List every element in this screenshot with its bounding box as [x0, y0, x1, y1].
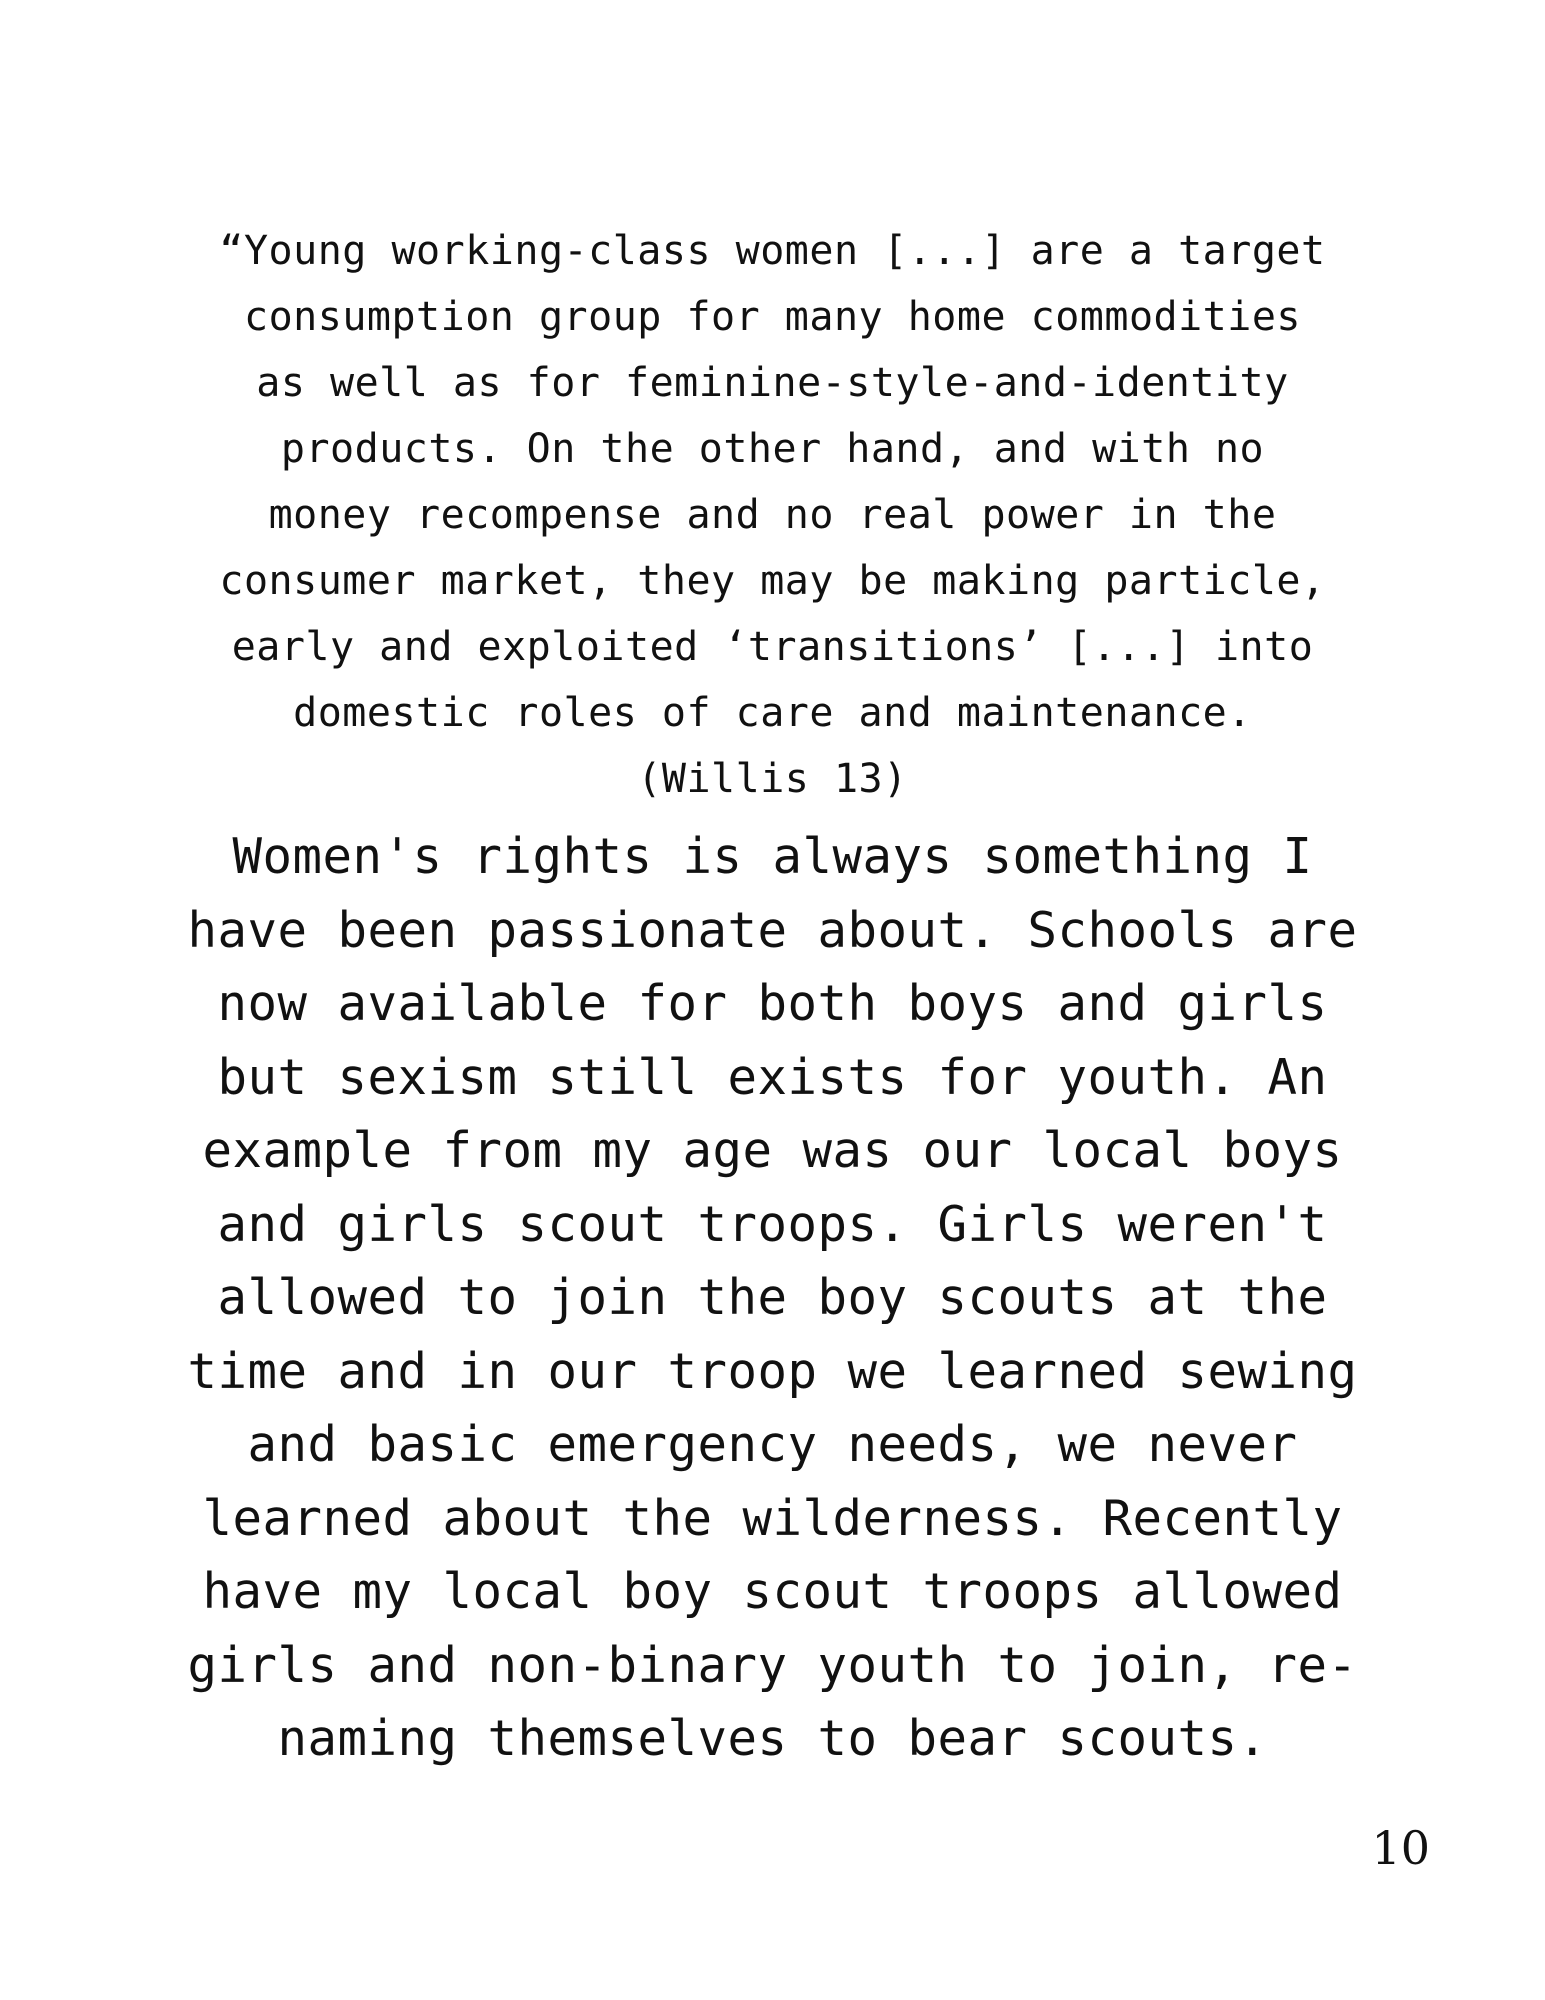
body-paragraph	[140, 820, 1405, 1776]
body-line: and girls scout troops. Girls weren't	[217, 1195, 1328, 1253]
quote-line: as well as for feminine-style-and-identity	[256, 360, 1289, 406]
body-line: now available for both boys and girls	[217, 975, 1328, 1032]
quote-line: consumer market, they may be making particle,	[219, 558, 1326, 604]
body-line: and basic emergency needs, we never	[247, 1416, 1298, 1473]
body-line: have been passionate about. Schools are	[187, 901, 1358, 959]
quote-line: products. On the other hand, and with no	[280, 426, 1265, 472]
quote-line: early and exploited ‘transitions’ [...] into	[231, 624, 1314, 670]
page-number: 10	[1371, 1821, 1430, 1875]
quote-line: domestic roles of care and maintenance.	[293, 690, 1252, 736]
block-quote	[140, 218, 1405, 812]
body-line: time and in our troop we learned sewing	[187, 1342, 1358, 1400]
body-line: allowed to join the boy scouts at the	[217, 1269, 1328, 1326]
quote-line: consumption group for many home commodities	[243, 294, 1302, 340]
quote-line: money recompense and no real power in the	[268, 492, 1277, 538]
body-line: but sexism still exists for youth. An	[217, 1048, 1328, 1106]
body-line: Women's rights is always something I	[232, 828, 1313, 885]
body-line: girls and non-binary youth to join, re-	[187, 1636, 1358, 1694]
body-line: naming themselves to bear scouts.	[277, 1710, 1268, 1767]
quote-citation: (Willis 13)	[637, 756, 908, 802]
quote-line: “Young working-class women [...] are a target	[219, 228, 1326, 274]
body-line: example from my age was our local boys	[202, 1122, 1343, 1179]
body-line: have my local boy scout troops allowed	[202, 1563, 1343, 1620]
body-line: learned about the wilderness. Recently	[202, 1489, 1343, 1547]
